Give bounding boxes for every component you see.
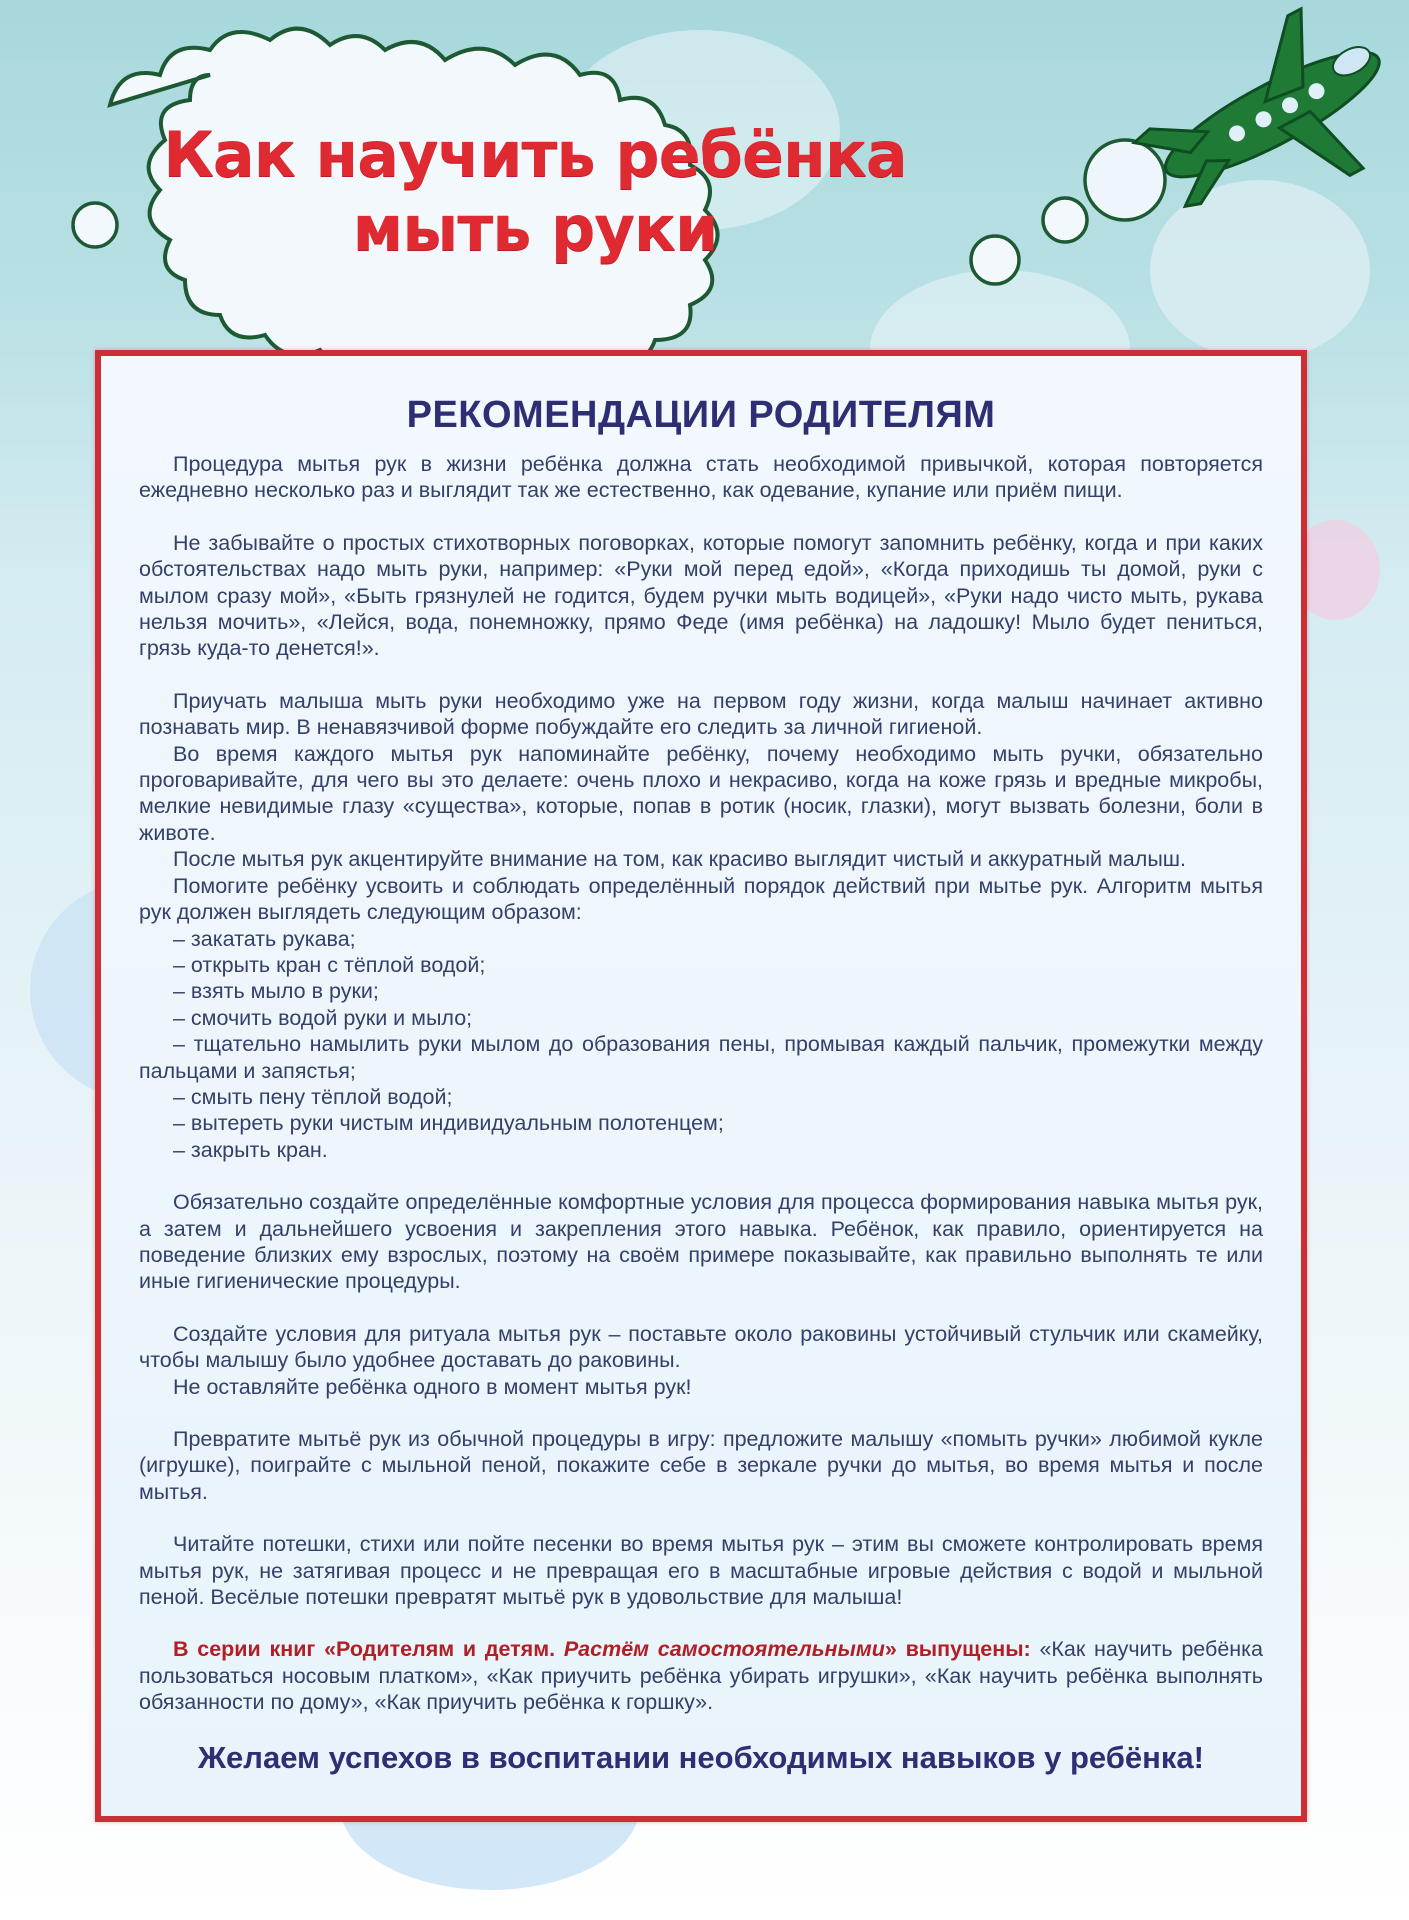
- paragraph: Читайте потешки, стихи или пойте песенки во время мытья рук – этим вы сможете контролировать время мытья рук, не затягивая процесс и не превращая его в масштабные игровые действия с водой и мыльной пеной. Весёлые потешки превратят мытьё рук в удовольствие для малыша!: [139, 1532, 1263, 1610]
- recommendations-panel: [95, 350, 1307, 1822]
- paragraph: После мытья рук акцентируйте внимание на том, как красиво выглядит чистый и аккуратный малыш.: [173, 847, 1186, 872]
- paragraph: Приучать малыша мыть руки необходимо уже на первом году жизни, когда малыш начинает активно познавать мир. В ненавязчивой форме побуждайте его следить за личной гигиеной.: [139, 688, 1263, 740]
- step-item: – открыть кран с тёплой водой;: [173, 952, 486, 977]
- series-name: Растём самостоятельными: [563, 1637, 885, 1662]
- step-item: – взять мыло в руки;: [173, 979, 379, 1004]
- paragraph: Не забывайте о простых стихотворных поговорках, которые помогут запомнить ребёнку, когда и при каких обстоятельствах надо мыть руки, например: «Руки мой перед едой», «Когда приходишь ты домой, руки с мылом сразу мой», «Быть грязнулей не годится, будем ручки мыть водицей», «Руки надо чисто мыть, рукава нельзя мочить», «Лейся, вода, понемножку, прямо Феде (имя ребёнка) на ладошку! Мыло будет пениться, грязь куда-то денется!».: [139, 530, 1263, 661]
- series-suffix: » выпущены:: [884, 1637, 1031, 1662]
- book-series-note: [139, 1636, 1263, 1715]
- step-item: – смочить водой руки и мыло;: [173, 1005, 473, 1030]
- step-item: – закрыть кран.: [173, 1137, 328, 1162]
- step-item: – закатать рукава;: [173, 926, 356, 951]
- title-line-2: мыть руки: [352, 192, 718, 265]
- poster-title: [150, 118, 920, 266]
- title-line-1: Как научить ребёнка: [163, 118, 907, 191]
- paragraph: Процедура мытья рук в жизни ребёнка должна стать необходимой привычкой, которая повторяется ежедневно несколько раз и выглядит так же естественно, как одевание, купание или приём пищи.: [139, 452, 1263, 503]
- step-item: – смыть пену тёплой водой;: [173, 1084, 453, 1109]
- step-item: – тщательно намылить руки мылом до образования пены, промывая каждый пальчик, промежутки между пальцами и запястья;: [139, 1032, 1263, 1083]
- paragraph: Создайте условия для ритуала мытья рук – поставьте около раковины устойчивый стульчик или скамейку, чтобы малышу было удобнее доставать до раковины.: [139, 1321, 1263, 1373]
- paragraph: Превратите мытьё рук из обычной процедуры в игру: предложите малышу «помыть ручки» любимой кукле (игрушке), поиграйте с мыльной пеной, покажите себе в зеркале ручки до мытья, во время мытья и после мытья.: [139, 1427, 1263, 1504]
- paragraph: Обязательно создайте определённые комфортные условия для процесса формирования навыка мытья рук, а затем и дальнейшего усвоения и закрепления этого навыка. Ребёнок, как правило, ориентируется на поведение близких ему взрослых, поэтому на своём примере показывайте, как правильно выполнять те или иные гигиенические процедуры.: [139, 1190, 1263, 1294]
- series-books: «Как научить ребёнка пользоваться носовым платком», «Как приучить ребёнка убирать игрушки», «Как научить ребёнка выполнять обязанности по дому», «Как приучить ребёнка к горшку».: [139, 1637, 1263, 1715]
- paragraph: Не оставляйте ребёнка одного в момент мытья рук!: [173, 1374, 692, 1399]
- paragraph: Помогите ребёнку усвоить и соблюдать определённый порядок действий при мытье рук. Алгоритм мытья рук должен выглядеть следующим образом:: [139, 873, 1263, 925]
- paragraph: Во время каждого мытья рук напоминайте ребёнку, почему необходимо мыть ручки, обязательно проговаривайте, для чего вы это делаете: очень плохо и некрасиво, когда на коже грязь и вредные микробы, мелкие невидимые глазу «существа», которые, попав в ротик (носик, глазки), могут вызвать болезни, боли в животе.: [139, 741, 1263, 845]
- closing-wish: Желаем успехов в воспитании необходимых навыков у ребёнка!: [198, 1740, 1204, 1775]
- section-heading: РЕКОМЕНДАЦИИ РОДИТЕЛЯМ: [406, 394, 996, 436]
- header-illustration: [0, 0, 1409, 350]
- recommendations-text: [139, 451, 1263, 1716]
- series-prefix: В серии книг «Родителям и детям.: [173, 1637, 564, 1662]
- airplane-icon: [1116, 0, 1409, 257]
- step-item: – вытереть руки чистым индивидуальным полотенцем;: [173, 1111, 724, 1136]
